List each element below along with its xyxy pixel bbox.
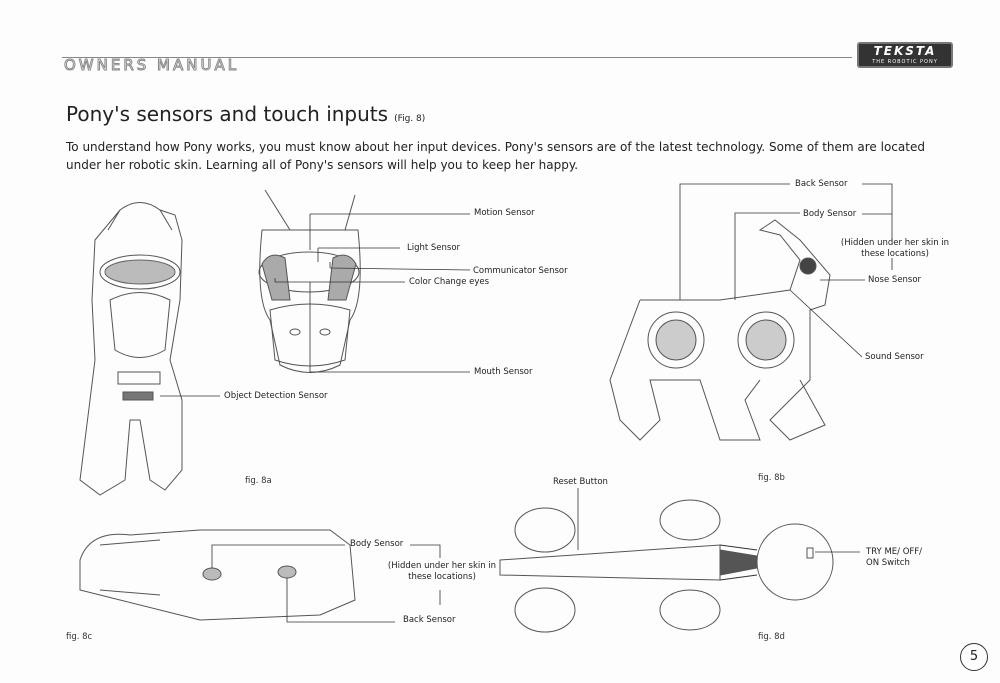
- intro-paragraph: To understand how Pony works, you must know about her input devices. Pony's sensors are of the latest technology. Some of them are located under her robotic skin. Learning all of Pony's sensors will help you to keep her happy.: [66, 140, 925, 172]
- label-hidden-note-b: (Hidden under her skin in these locations): [840, 238, 950, 259]
- page-number: 5: [960, 643, 988, 671]
- fig8b-leaders: [680, 184, 892, 357]
- label-nose-sensor: Nose Sensor: [868, 275, 922, 285]
- label-back-sensor-c: Back Sensor: [403, 615, 456, 625]
- section-heading: OWNERS MANUAL: [64, 56, 240, 74]
- pony-side-drawing: [610, 220, 830, 440]
- label-light-sensor: Light Sensor: [407, 243, 461, 253]
- logo-main-text: TEKSTA: [873, 44, 937, 58]
- label-body-sensor-b: Body Sensor: [803, 209, 857, 219]
- fig8d-leaders: [578, 488, 860, 552]
- fig-caption-8a: fig. 8a: [245, 476, 272, 486]
- label-sound-sensor: Sound Sensor: [865, 352, 924, 362]
- label-mouth-sensor: Mouth Sensor: [474, 367, 533, 377]
- pony-front-drawing: [80, 203, 182, 496]
- logo-sub-text: THE ROBOTIC PONY: [872, 59, 938, 65]
- fig-caption-8c: fig. 8c: [66, 632, 93, 642]
- fig-caption-8d: fig. 8d: [758, 632, 785, 642]
- label-body-sensor-c: Body Sensor: [350, 539, 404, 549]
- pony-underside-drawing: [80, 530, 355, 620]
- label-motion-sensor: Motion Sensor: [474, 208, 535, 218]
- title-text: Pony's sensors and touch inputs: [66, 102, 389, 126]
- label-try-me-switch: TRY ME/ OFF/ ON Switch: [866, 547, 923, 568]
- label-object-detection-sensor: Object Detection Sensor: [224, 391, 328, 401]
- label-reset-button: Reset Button: [553, 477, 608, 487]
- label-hidden-note-c: (Hidden under her skin in these locations): [387, 561, 497, 582]
- pony-bottom-drawing: [500, 500, 833, 632]
- fig-caption-8b: fig. 8b: [758, 473, 785, 483]
- label-back-sensor-b: Back Sensor: [795, 179, 848, 189]
- title-fig-ref: (Fig. 8): [394, 114, 426, 124]
- fig8a-leaders: [160, 214, 470, 396]
- label-color-change-eyes: Color Change eyes: [409, 277, 490, 287]
- fig8c-leaders: [212, 545, 440, 622]
- label-communicator-sensor: Communicator Sensor: [473, 266, 568, 276]
